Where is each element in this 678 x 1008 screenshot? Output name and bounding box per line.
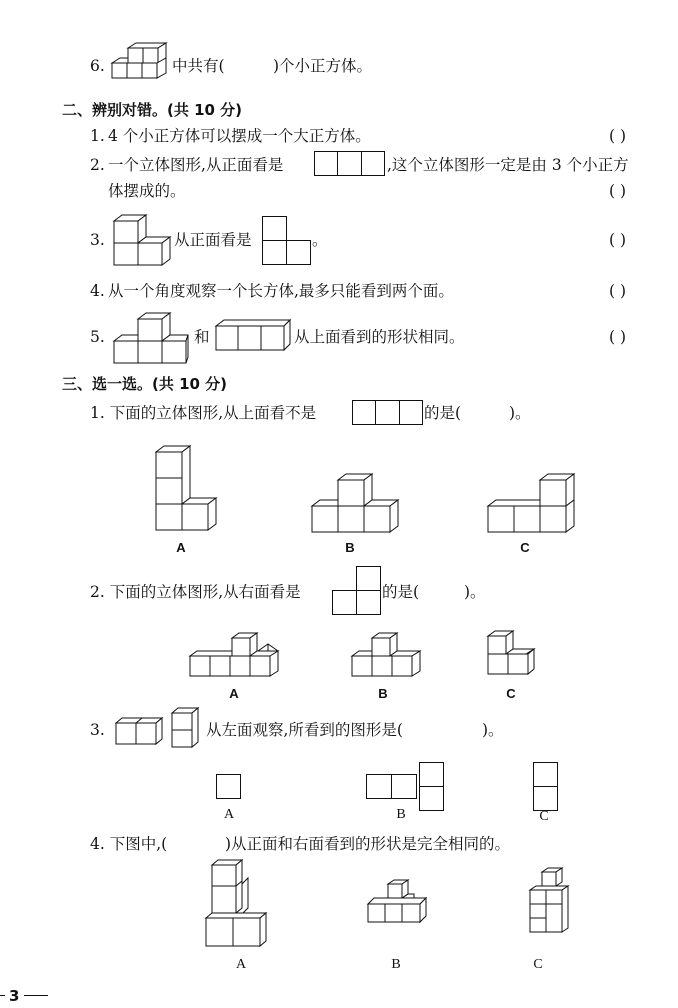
s3-q2-option-b-label[interactable]: B: [378, 686, 388, 701]
s2-q4-number: 4.: [90, 282, 105, 300]
s3-q3-option-b-figure[interactable]: [366, 762, 446, 812]
s2-q2-text-c: 体摆成的。: [108, 182, 186, 200]
s3-q2-right-view-figure: [332, 566, 382, 616]
s2-q1-text: 4 个小正方体可以摆成一个大正方体。: [108, 127, 371, 145]
s3-q3-option-a-label[interactable]: A: [223, 807, 235, 822]
s3-q2-option-c-label[interactable]: C: [506, 686, 516, 701]
section2-title: 二、辨别对错。(共 10 分): [62, 101, 243, 119]
section3-title: 三、选一选。(共 10 分): [62, 375, 228, 393]
s3-q4-option-a-figure[interactable]: [204, 858, 270, 950]
s2-q2-text-b: ,这个立体图形一定是由 3 个小正方: [387, 156, 629, 174]
s2-q3-front-view-figure: [262, 216, 312, 266]
footer-dash-right: [24, 995, 48, 996]
s3-q1-option-c-label[interactable]: C: [520, 540, 530, 555]
page-number: 3: [9, 987, 20, 1005]
s3-q1-text-a: 1. 下面的立体图形,从上面看不是: [90, 404, 317, 422]
s3-q3-cube-figure-a: [114, 716, 164, 748]
s2-q5-cube-figure-b: [214, 318, 292, 354]
q6-text-before: 中共有(: [172, 57, 225, 75]
s3-q2-option-c-figure[interactable]: [486, 630, 540, 682]
s3-q1-text-c: )。: [509, 404, 531, 422]
s2-q2-front-view-figure: [314, 151, 386, 177]
s2-q4-text: 从一个角度观察一个长方体,最多只能看到两个面。: [108, 282, 454, 300]
s3-q4-option-a-label[interactable]: A: [235, 957, 247, 972]
s3-q4-option-c-figure[interactable]: [528, 866, 572, 938]
s3-q3-option-b-label[interactable]: B: [396, 807, 406, 822]
s3-q3-option-a-figure[interactable]: [216, 774, 242, 800]
s3-q4-text-a: 4. 下图中,(: [90, 835, 168, 853]
q6-text-after: )个小正方体。: [273, 57, 373, 75]
s2-q2-text-a: 一个立体图形,从正面看是: [108, 156, 284, 174]
s2-q2-answer-paren[interactable]: ( ): [609, 182, 627, 200]
s3-q3-cube-figure-b: [170, 706, 200, 750]
s3-q1-top-view-figure: [352, 400, 424, 426]
s3-q2-option-a-label[interactable]: A: [229, 686, 239, 701]
s2-q4-answer-paren[interactable]: ( ): [609, 282, 627, 300]
q6-number: 6.: [90, 57, 105, 75]
s3-q1-option-a-figure[interactable]: [154, 444, 218, 534]
s2-q3-answer-paren[interactable]: ( ): [609, 231, 627, 249]
s2-q5-text-b: 从上面看到的形状相同。: [294, 328, 465, 346]
s3-q2-text-b: 的是(: [382, 583, 420, 601]
s2-q5-text-a: 和: [194, 328, 210, 346]
s2-q5-number: 5.: [90, 328, 105, 346]
q6-cube-figure: [110, 42, 166, 82]
s3-q2-option-b-figure[interactable]: [350, 632, 422, 684]
s3-q2-option-a-figure[interactable]: [188, 632, 280, 684]
s2-q5-answer-paren[interactable]: ( ): [609, 328, 627, 346]
s2-q3-text-a: 从正面看是: [174, 231, 252, 249]
s2-q3-text-b: 。: [312, 231, 328, 249]
s3-q4-option-b-label[interactable]: B: [391, 957, 401, 972]
s2-q5-cube-figure-a: [112, 310, 190, 364]
s3-q2-text-a: 2. 下面的立体图形,从右面看是: [90, 583, 301, 601]
s3-q1-option-c-figure[interactable]: [486, 472, 576, 534]
s3-q2-text-c: )。: [464, 583, 486, 601]
s3-q1-option-b-label[interactable]: B: [345, 540, 355, 555]
s2-q1-number: 1.: [90, 127, 105, 145]
s3-q1-option-b-figure[interactable]: [310, 472, 400, 534]
s3-q4-text-b: )从正面和右面看到的形状是完全相同的。: [225, 835, 511, 853]
s3-q3-number: 3.: [90, 721, 105, 739]
s2-q3-cube-figure: [112, 212, 172, 268]
s3-q3-text-b: )。: [482, 721, 504, 739]
s3-q1-option-a-label[interactable]: A: [176, 540, 186, 555]
s3-q3-option-c-figure[interactable]: [533, 762, 559, 812]
s3-q3-text-a: 从左面观察,所看到的图形是(: [206, 721, 403, 739]
s2-q1-answer-paren[interactable]: ( ): [609, 127, 627, 145]
s3-q3-option-c-label[interactable]: C: [539, 809, 549, 824]
s3-q4-option-c-label[interactable]: C: [533, 957, 543, 972]
s2-q3-number: 3.: [90, 231, 105, 249]
s3-q4-option-b-figure[interactable]: [366, 878, 428, 928]
s2-q2-number: 2.: [90, 156, 105, 174]
s3-q1-text-b: 的是(: [424, 404, 462, 422]
footer-dash-left: [0, 995, 5, 996]
